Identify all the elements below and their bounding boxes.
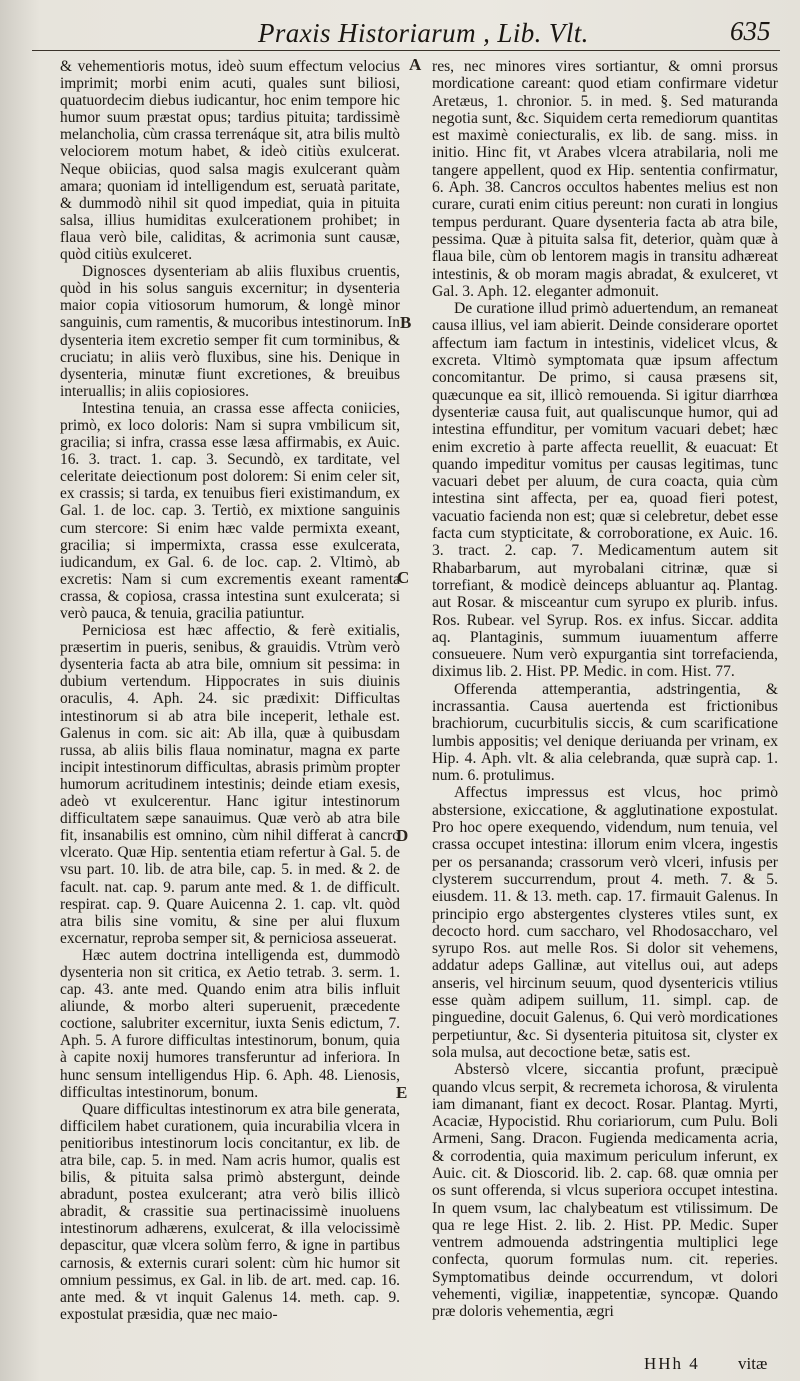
paragraph: Dignosces dysenteriam ab aliis fluxibus cruentis, quòd in his solus sanguis excernitur; in dysenteria maior copia vitiosorum humorum, & longè minor sanguinis, cum ramentis, & mucoribus intestinorum. In dysenteria item excretio semper fit cum torminibus, & cruciatu; in aliis verò fluxibus, sine his. Denique in dysenteria, minutæ fiunt excretiones, & breuibus interuallis; in aliis copiosiores. <box>60 263 400 400</box>
margin-letter-b: B <box>400 313 412 332</box>
header-rule <box>32 50 780 51</box>
running-title: Praxis Historiarum , Lib. Vlt. <box>258 18 589 48</box>
margin-letter-a: A <box>409 55 422 74</box>
running-header <box>0 8 800 56</box>
paragraph: Quare difficultas intestinorum ex atra bile generata, difficilem habet curationem, quia incurabilia vlcera in penitioribus intestinorum locis concitantur, ex lib. de atra bile, cap. 5. in med. Nam acris humor, qualis est bilis, & pituita salsa primò abstergunt, deinde abradunt, postea exulcerant; atra verò bilis illicò abradit, & crassitie sua pertinacissimè inuoluens intestinorum adhærens, exulcerat, & illa velocissimè depascitur, quæ vlcera solùm ferro, & igne in partibus carnosis, & externis curari solent: cùm hic humor sit omnium pessimus, ex Gal. in lib. de art. med. cap. 16. ante med. & vt inquit Galenus 14. meth. cap. 9. expostulat præsidia, quæ nec maio- <box>60 1100 400 1323</box>
paragraph: Affectus impressus est vlcus, hoc primò abstersione, exiccatione, & agglutinatione expostulat. Pro hoc opere exequendo, videndum, num tenuia, vel crassa occupet intestina: illorum enim vlcera, ingestis per os persananda; crassorum verò vlceri, infusis per clysterem succurrendum, prout 4. meth. 7. & 5. eiusdem. 11. & 13. meth. cap. 17. firmauit Galenus. In principio ergo abstergentes clysteres vtiles sunt, ex decocto hord. cum saccharo, vel Rhodosaccharo, vel syrupo Ros. aut melle Ros. Si dolor sit vehemens, addatur adeps Gallinæ, aut vitellus oui, aut adeps anseris, vel hircinum seuum, quod dysentericis vtilius esse quàm adipem suillum, 11. simpl. cap. de pinguedine, docuit Galenus, 6. Qui verò mordicationes perpetiuntur, &c. Si dysenteria pituitosa sit, clyster ex sola mulsa, aut decoctione betæ, satis est. <box>432 784 778 1061</box>
paragraph: Offerenda attemperantia, adstringentia, & incrassantia. Causa auertenda est frictionibus brachiorum, cucurbitulis siccis, & cum scarificatione lumbis appositis; vel denique deriuanda per vrinam, ex Hip. 4. Aph. vlt. & alia celebranda, quæ suprà cap. 1. num. 6. protulimus. <box>432 680 778 785</box>
margin-letter-c: C <box>397 568 410 587</box>
paragraph: Perniciosa est hæc affectio, & ferè exitialis, præsertim in pueris, senibus, & grauidis. Vtrùm verò dysenteria facta ab atra bile, omnium sit pessima: in dubium vertendum. Hippocrates in suis diuinis oraculis, 4. Aph. 24. sic prædixit: Difficultas intestinorum si ab atra bile inceperit, lethale est. Galenus in com. sic ait: Ab illa, quæ à quibusdam russa, ab aliis bilis flaua nominatur, magna ex parte incipit intestinorum difficultas, abrasis primùm propter humorum acritudinem intestinis; deinde etiam exesis, adeò vt exulcerentur. Hanc igitur intestinorum difficultatem sæpe sanauimus. Quæ verò ab atra bile fit, insanabilis est omnino, cùm nihil differat à cancro vlcerato. Quæ Hip. sententia etiam refertur à Gal. 5. de vsu part. 10. lib. de atra bile, cap. 5. in med. & 2. de facult. nat. cap. 9. parum ante med. & 1. de difficult. respirat. cap. 9. Quare Auicenna 2. 1. cap. vlt. quòd atra bilis sine vomitu, & sine per alui fluxum excernatur, reproba semper sit, & perniciosa asseuerat. <box>60 622 400 947</box>
margin-letter-e: E <box>396 1083 408 1102</box>
paragraph: Abstersò vlcere, siccantia profunt, præcipuè quando vlcus serpit, & recremeta ichorosa, & virulenta iam dimanant, fiant ex decoct. Rosar. Plantag. Myrti, Acaciæ, Hypocistid. Rhu coriariorum, cum Pulu. Boli Armeni, Sang. Dracon. Fugienda medicamenta acria, & corrodentia, quia maximum periculum inferunt, ex Auic. cit. & Dioscorid. lib. 2. cap. 68. quæ omnia per os sunt offerenda, si vlcus superiora occupet intestina. In quem vsum, lac chalybeatum est vtilissimum. De qua re lege Hist. 2. lib. 2. Hist. PP. Medic. Super ventrem admouenda adstringentia multiplici lege confecta, quorum formulas num. cit. reperies. Symptomatibus deinde occurrendum, vt dolori vehementi, vigiliæ, inappetentiæ, syncopæ. Quando præ doloris vehementia, ægri <box>432 1061 778 1321</box>
left-column <box>60 58 400 1323</box>
page-footer <box>600 1354 780 1374</box>
page-number: 635 <box>730 16 771 46</box>
paragraph: Hæc autem doctrina intelligenda est, dummodò dysenteria non sit critica, ex Aetio tetrab. 3. serm. 1. cap. 43. ante med. Quando enim atra bilis influit aliunde, & morbo alteri superuenit, præcedente coctione, salubriter excernitur, iuxta Senis edictum, 7. Aph. 5. A furore difficultas intestinorum, bonum, quia à capite noxij humores transferuntur ad inferiora. In hunc sensum intelligendus Hip. 6. Aph. 48. Lienosis, difficultas intestinorum, bonum. <box>60 946 400 1101</box>
paragraph: res, nec minores vires sortiantur, & omni prorsus mordicatione careant: quod etiam confirmare videtur Aretæus, 1. chronior. 5. in med. §. Sed maturanda negotia sunt, &c. Siquidem certa remediorum quantitas est maximè coniecturalis, ex lib. de sang. miss. in initio. Hinc fit, vt Arabes vlcera atrabilaria, noli me tangere appellent, quod ex Hip. sententia confirmatur, 6. Aph. 38. Cancros occultos habentes melius est non curare, curati enim citius pereunt: non curati in longius tempus perdurant. Quare dysenteria facta ab atra bile, pessima. Quæ à pituita salsa fit, deterior, quàm quæ à flaua bile, cùm ob lentorem magis in transitu adhæreat intestinis, & ob moram magis abradat, & exulceret, vt Gal. 3. Aph. 12. eleganter admonuit. <box>432 58 778 300</box>
paragraph: & vehementioris motus, ideò suum effectum velocius imprimit; morbi enim acuti, quales sunt biliosi, quatuordecim diebus iudicantur, hoc enim tempore hic humor suum præstat opus; tardius pituita; tardissimè melancholia, cùm crassa terrenáque sit, atra bilis multò velociorem motum habet, & ideò citiùs exulcerat. Neque obiicias, quod salsa magis exulcerant quàm amara; quoniam id intelligendum est, seruatà paritate, & dummodò nihil sit quod impediat, quia in pituita salsa, illius humiditas exulcerationem prohibet; in flaua verò bile, caliditas, & acrimonia sunt causæ, quòd citiùs exulceret. <box>60 58 400 264</box>
right-column <box>432 58 778 1321</box>
paragraph: Intestina tenuia, an crassa esse affecta coniicies, primò, ex loco doloris: Nam si supra vmbilicum sit, gracilia; si infra, crassa esse læsa affirmabis, ex Auic. 16. 3. tract. 1. cap. 3. Secundò, ex tarditate, vel celeritate deiectionum post dolorem: Si enim celer sit, ex crassis; si tarda, ex tenuibus fieri existimandum, ex Gal. 1. de loc. cap. 3. Tertiò, ex mixtione sanguinis cum stercore: Si enim hæc valde permixta exeant, gracilia; si impermixta, crassa esse exulcerata, iudicandum, ex Gal. 6. de loc. cap. 2. Vltimò, ab excretis: Nam si cum excrementis exeant ramenta crassa, & copiosa, crassa intestina sunt exulcerata; si verò pauca, & tenuia, gracilia patiuntur. <box>60 399 400 622</box>
paragraph: De curatione illud primò aduertendum, an remaneat causa illius, vel iam abierit. Deinde considerare oportet affectum iam factum in intestinis, videlicet vlcus, & excreta. Vltimò symptomata quæ ipsum affectum concomitantur. De primo, si causa præsens sit, quæcunque ea sit, illicò remouenda. Si igitur diarrhœa dysenteriæ causa fuit, aut qualiscunque humor, qui ad intestina effunditur, per vomitum vacuari debet; hæc enim excretio à parte affecta reuellit, & euacuat: Et quando impeditur vomitus per causas legitimas, tunc vacuari debet per aluum, de cura coacta, quia cùm intestina sint affecta, per ea, quoad fieri potest, vacuatio facienda non est; quæ si celebretur, debet esse facta cum stypticitate, & corroboratione, ex Auic. 16. 3. tract. 2. cap. 7. Medicamentum autem sit Rhabarbarum, aut myrobalani citrinæ, quæ si torrefiant, & modicè deinceps abluantur aq. Plantag. aut Rosar. & misceantur cum syrupo ex plurib. infus. Ros. Rubear. vel Syrup. Ros. ex infus. Siccar. addita aq. Plantaginis, summum iuuamentum afferre consueuere. Num verò expurgantia sint torrefacienda, diximus lib. 2. Hist. PP. Medic. in com. Hist. 77. <box>432 300 778 681</box>
margin-letter-d: D <box>396 826 409 845</box>
catchword: vitæ <box>738 1354 768 1373</box>
signature-mark: HHh 4 <box>644 1354 700 1373</box>
